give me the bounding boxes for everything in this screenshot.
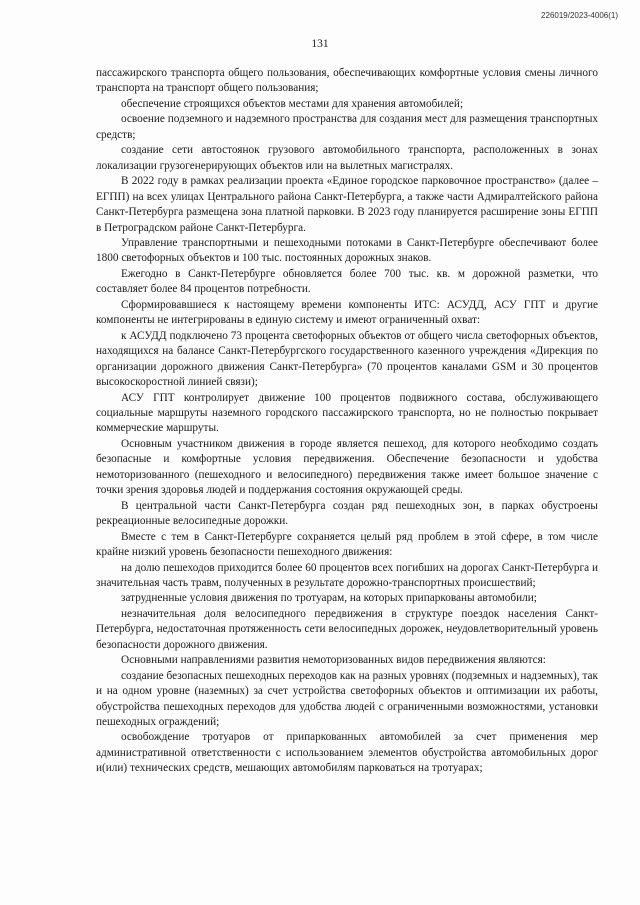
paragraph: к АСУДД подключено 73 процента светофорных объектов от общего числа светофорных объектов, находящихся на балансе Санкт-Петербургского государственного казенного учреждения «Дирекция по организации дорожного движения Санкт-Петербурга» (70 процентов каналами GSM и 30 процентов высокоскоростной линией связи); [96, 329, 598, 389]
paragraph: Основным участником движения в городе является пешеход, для которого необходимо создать безопасные и комфортные условия передвижения. Обеспечение безопасности и удобства немоторизованного (пешеходного и велосипедного) передвижения также имеет большое значение с точки зрения здоровья людей и поддержания состояния окружающей среды. [96, 437, 598, 497]
paragraph: В 2022 году в рамках реализации проекта «Единое городское парковочное пространство» (далее – ЕГПП) на всех улицах Центрального района Санкт-Петербурга, а также части Адмиралтейского района Санкт-Петербурга размещена зона платной парковки. В 2023 году планируется расширение зоны ЕГПП в Петроградском районе Санкт-Петербурга. [96, 175, 598, 234]
paragraph: освобождение тротуаров от припаркованных автомобилей за счет применения мер административной ответственности с использованием элементов обустройства автомобильных дорог и(или) технических средств, мешающих автомобилям парковаться на тротуарах; [96, 731, 598, 775]
document-body [96, 66, 598, 777]
paragraph: В центральной части Санкт-Петербурга создан ряд пешеходных зон, в парках обустроены рекреационные велосипедные дорожки. [96, 499, 598, 528]
paragraph: незначительная доля велосипедного передвижения в структуре поездок населения Санкт-Петербурга, недостаточная протяженность сети велосипедных дорожек, неудовлетворительный уровень безопасности дорожного движения. [96, 607, 598, 651]
paragraph: создание безопасных пешеходных переходов как на разных уровнях (подземных и надземных), так и на одном уровне (наземных) за счет устройства светофорных объектов и оптимизации их работы, обустройства пешеходных переходов для удобства людей с ограниченными возможностями, установки пешеходных ограждений; [96, 669, 598, 729]
paragraph: Основными направлениями развития немоторизованных видов передвижения являются: [121, 654, 546, 667]
paragraph: Ежегодно в Санкт-Петербурге обновляется более 700 тыс. кв. м дорожной разметки, что составляет более 84 процентов потребности. [96, 267, 598, 296]
document-number: 226019/2023-4006(1) [541, 11, 618, 20]
paragraph: на долю пешеходов приходится более 60 процентов всех погибших на дорогах Санкт-Петербурга и значительная часть травм, полученных в результате дорожно-транспортных происшествий; [96, 561, 598, 589]
paragraph: освоение подземного и надземного пространства для создания мест для размещения транспортных средств; [96, 113, 598, 141]
paragraph: АСУ ГПТ контролирует движение 100 процентов подвижного состава, обслуживающего социальные маршруты наземного городского пассажирского транспорта, но не полностью покрывает коммерческие маршруты. [96, 391, 598, 435]
paragraph: Вместе с тем в Санкт-Петербурге сохраняется целый ряд проблем в этой сфере, в том числе крайне низкий уровень безопасности пешеходного движения: [96, 530, 598, 559]
paragraph: затрудненные условия движения по тротуарам, на которых припаркованы автомобили; [121, 592, 537, 605]
paragraph: Сформировавшиеся к настоящему времени компоненты ИТС: АСУДД, АСУ ГПТ и другие компоненты не интегрированы в единую систему и имеют ограниченный охват: [96, 298, 598, 327]
paragraph: обеспечение строящихся объектов местами для хранения автомобилей; [121, 97, 464, 110]
paragraph: создание сети автостоянок грузового автомобильного транспорта, расположенных в зонах локализации грузогенерирующих объектов или на вылетных магистралях. [96, 144, 598, 172]
paragraph: Управление транспортными и пешеходными потоками в Санкт-Петербурге обеспечивают более 1800 светофорных объектов и 100 тыс. постоянных дорожных знаков. [96, 236, 598, 265]
paragraph: пассажирского транспорта общего пользования, обеспечивающих комфортные условия смены личного транспорта на транспорт общего пользования; [96, 67, 598, 95]
page-number: 131 [311, 38, 329, 50]
